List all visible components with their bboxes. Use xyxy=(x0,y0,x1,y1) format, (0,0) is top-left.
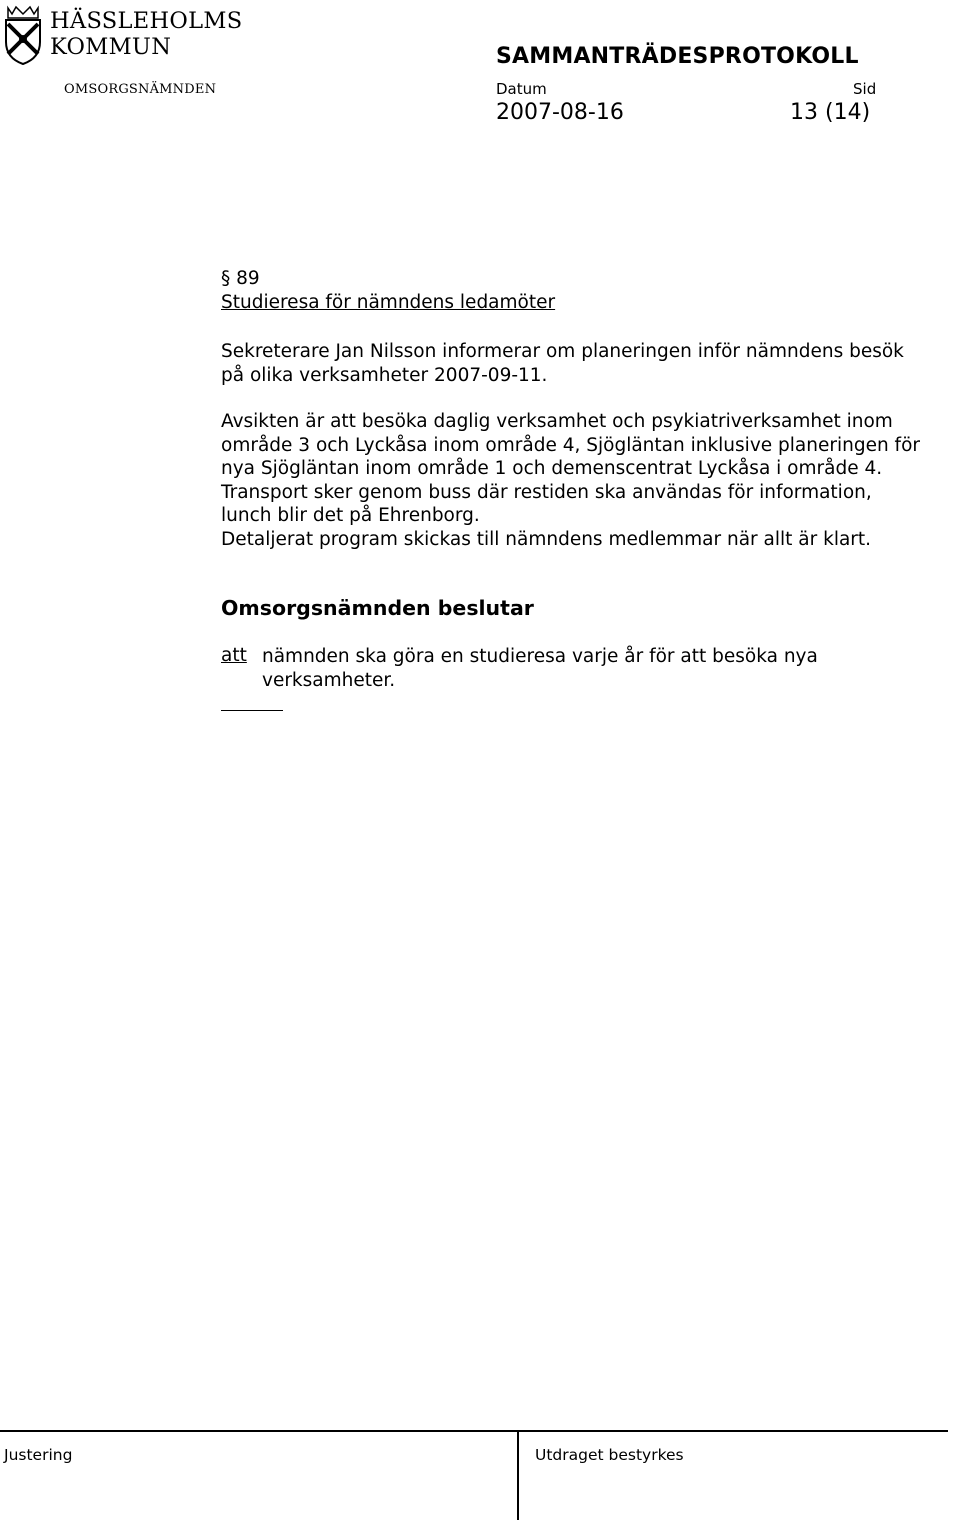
decision-att: att xyxy=(221,645,247,666)
document-type: SAMMANTRÄDESPROTOKOLL xyxy=(496,44,859,69)
decision-heading: Omsorgsnämnden beslutar xyxy=(221,596,534,620)
paragraph-details: Avsikten är att besöka daglig verksamhet och psykiatriverksamhet inom område 3 och Lyckåsa inom område 4, Sjögläntan inklusive planeringen för nya Sjögläntan inom område 1 och demenscentrat Lyckåsa i område 4. Transport sker genom buss där restiden ska användas för information, lunch blir det på Ehrenborg. Detaljerat program skickas till nämndens medlemmar när allt är klart. xyxy=(221,411,920,550)
organization-name xyxy=(50,8,242,60)
footer-rule xyxy=(0,1430,948,1432)
page-value: 13 (14) xyxy=(790,100,871,125)
footer-justering-label: Justering xyxy=(4,1446,73,1464)
decision-text: nämnden ska göra en studieresa varje år för att besöka nya verksamheter. xyxy=(262,646,818,691)
date-value: 2007-08-16 xyxy=(496,100,624,125)
footer-divider xyxy=(517,1430,519,1520)
footer-utdraget-label: Utdraget bestyrkes xyxy=(535,1446,684,1464)
end-rule xyxy=(221,710,283,711)
organization-name-line2: KOMMUN xyxy=(50,34,172,60)
organization-name-line1: HÄSSLEHOLMS xyxy=(50,8,243,34)
coat-of-arms-icon xyxy=(2,4,44,66)
committee-name: OMSORGSNÄMNDEN xyxy=(64,82,217,97)
section-title: Studieresa för nämndens ledamöter xyxy=(221,292,556,313)
section-number: § 89 xyxy=(221,268,260,289)
paragraph-intro: Sekreterare Jan Nilsson informerar om planeringen inför nämndens besök på olika verksamheter 2007-09-11. xyxy=(221,341,904,386)
date-label: Datum xyxy=(496,80,547,98)
page-label: Sid xyxy=(853,80,877,98)
